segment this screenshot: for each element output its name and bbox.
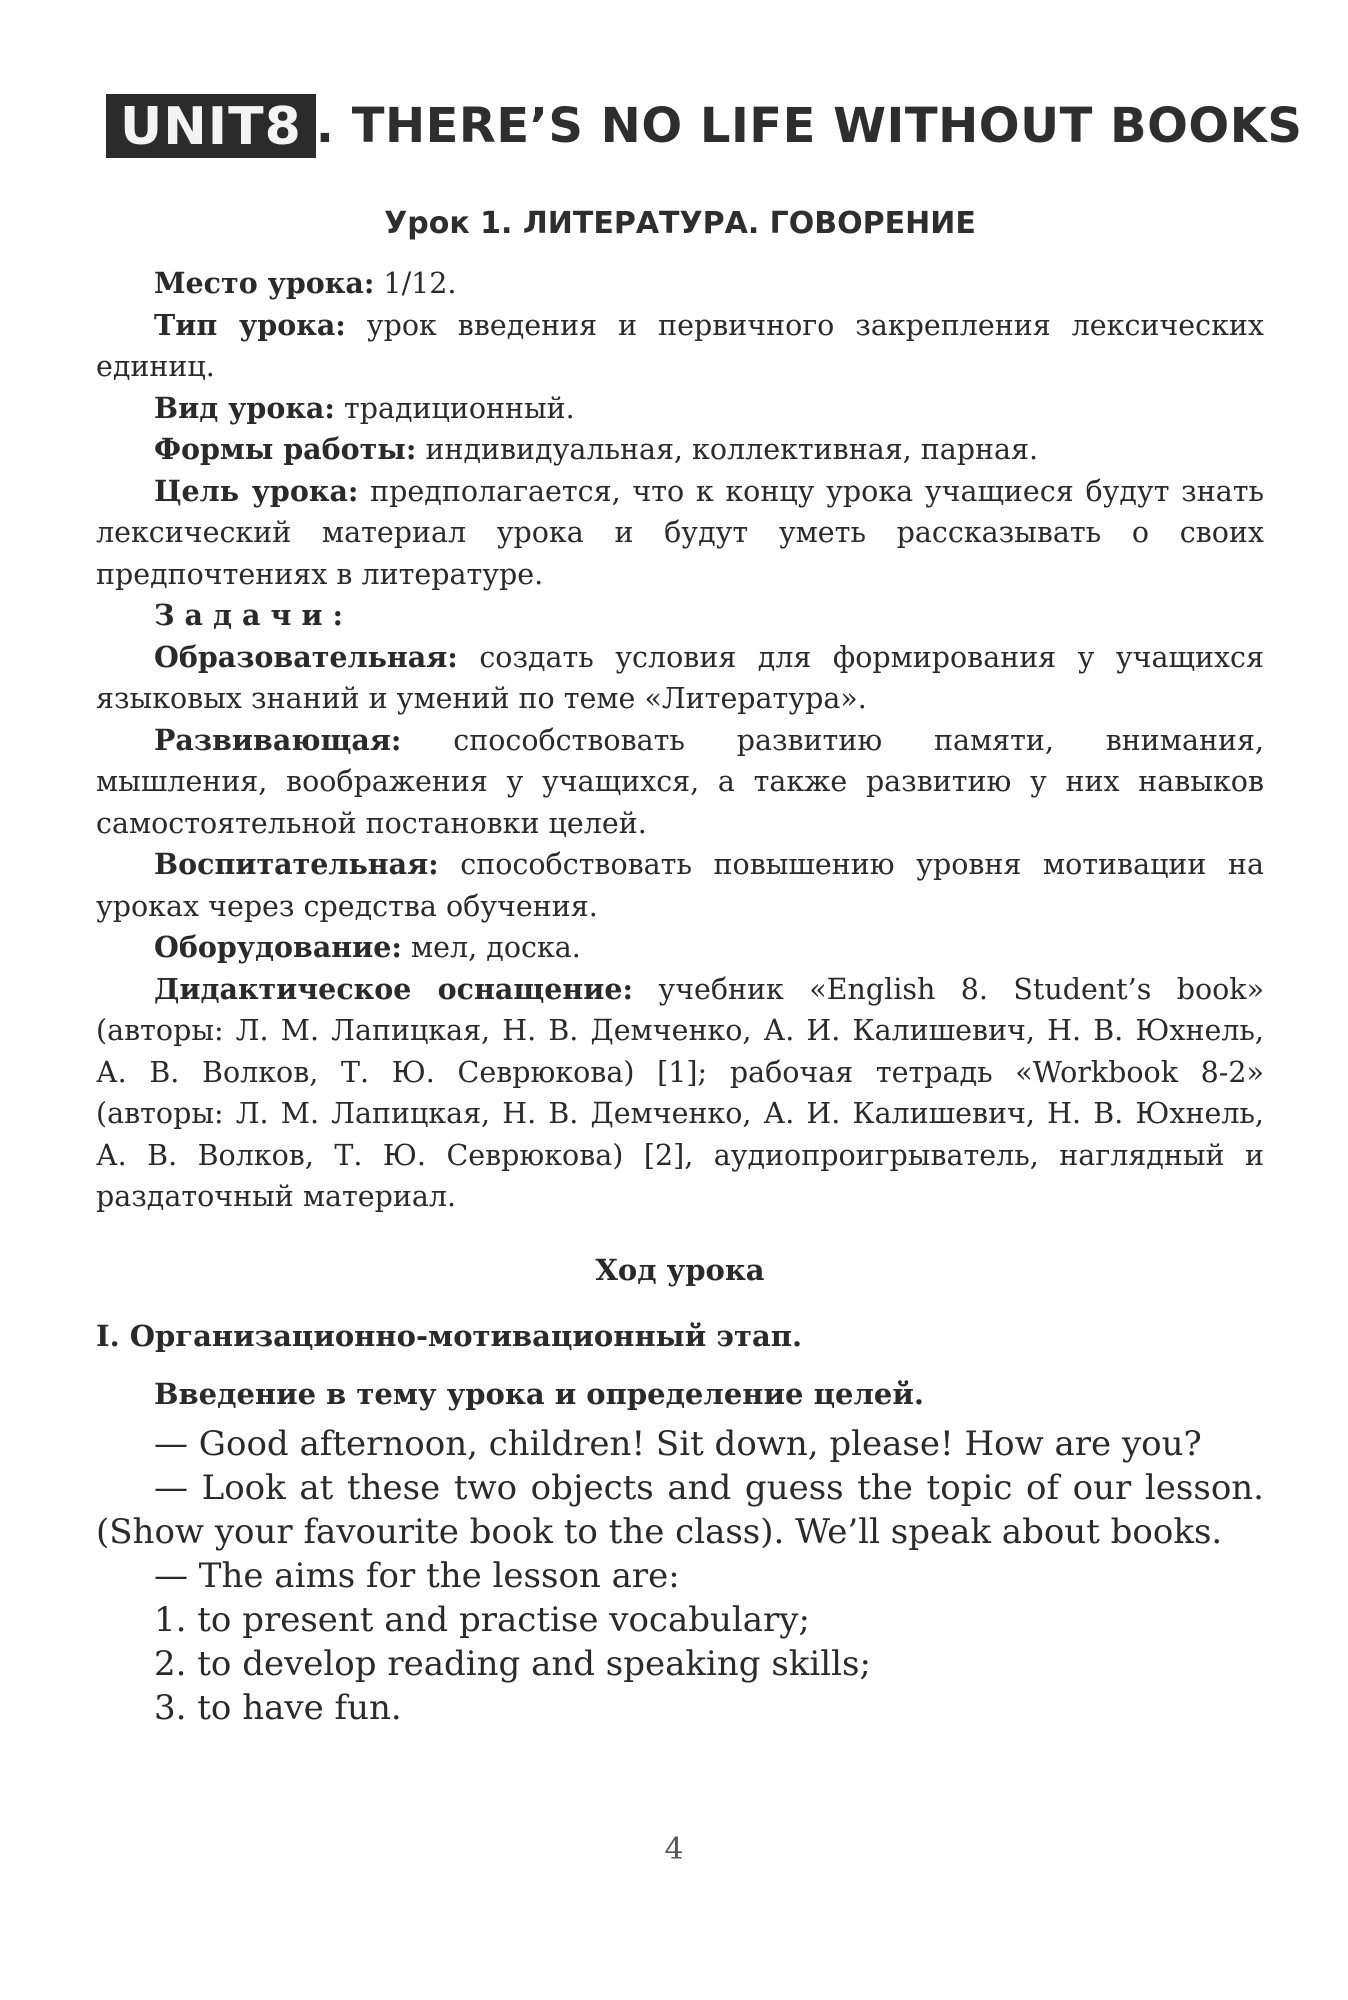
didactic-materials: Дидактическое оснащение: учебник «English 8. Student’s book» (авторы: Л. М. Лапицкая, Н. В. Демченко, А. И. Калишевич, Н. В. Юхнель, А. В. Волков, Т. Ю. Севрюкова) [1]; рабочая тетрадь «Workbook 8-2» (авторы: Л. М. Лапицкая, Н. В. Демченко, А. И. Калишевич, Н. В. Юхнель, А. В. Волков, Т. Ю. Севрюкова) [2], аудиопроигрыватель, наглядный и раздаточный материал. bbox=[96, 971, 1265, 1213]
task-educational: Образовательная: создать условия для формирования у учащихся языковых знаний и умений по теме «Литература». bbox=[96, 639, 1264, 715]
stage-title: I. Организационно-мотивационный этап. bbox=[96, 1318, 803, 1353]
equipment: Оборудование: мел, доска. bbox=[154, 930, 581, 964]
list-item: 2. to develop reading and speaking skills; bbox=[154, 1643, 871, 1684]
unit-title: . THERE’S NO LIFE WITHOUT BOOKS bbox=[315, 98, 1303, 154]
list-item: 1. to present and practise vocabulary; bbox=[154, 1599, 810, 1640]
aims-intro-line: — The aims for the lesson are: bbox=[154, 1555, 680, 1596]
unit-header bbox=[106, 94, 1303, 158]
lesson-goal: Цель урока: предполагается, что к концу урока учащиеся будут знать лексический материал урока и будут уметь рассказывать о своих предпочтениях в литературе. bbox=[96, 473, 1264, 591]
work-forms: Формы работы: индивидуальная, коллективная, парная. bbox=[154, 432, 1039, 466]
topic-line: — Look at these two objects and guess the topic of our lesson. (Show your favourite book to the class). We’ll speak about books. bbox=[96, 1467, 1264, 1552]
lesson-place: Место урока: 1/12. bbox=[154, 266, 457, 300]
task-developing: Развивающая: способствовать развитию памяти, внимания, мышления, воображения у учащихся, а также развитию у них навыков самостоятельной постановки целей. bbox=[96, 722, 1264, 840]
teacher-script bbox=[96, 1422, 1264, 1730]
task-upbringing: Воспитательная: способствовать повышению уровня мотивации на уроках через средства обучения. bbox=[96, 847, 1264, 923]
subsection-title: Введение в тему урока и определение целей. bbox=[154, 1376, 924, 1411]
lesson-info bbox=[96, 263, 1264, 1218]
lesson-type: Тип урока: урок введения и первичного закрепления лексических единиц. bbox=[96, 307, 1264, 383]
greeting-line: — Good afternoon, children! Sit down, please! How are you? bbox=[154, 1423, 1202, 1464]
lesson-title: Урок 1. ЛИТЕРАТУРА. ГОВОРЕНИЕ bbox=[384, 206, 976, 241]
tasks-heading: Задачи: bbox=[154, 598, 354, 632]
unit-badge: UNIT8 bbox=[106, 94, 316, 158]
page-number: 4 bbox=[664, 1832, 684, 1867]
list-item: 3. to have fun. bbox=[154, 1687, 402, 1728]
lesson-flow-title: Ход урока bbox=[595, 1252, 765, 1287]
lesson-kind: Вид урока: традиционный. bbox=[154, 390, 575, 425]
